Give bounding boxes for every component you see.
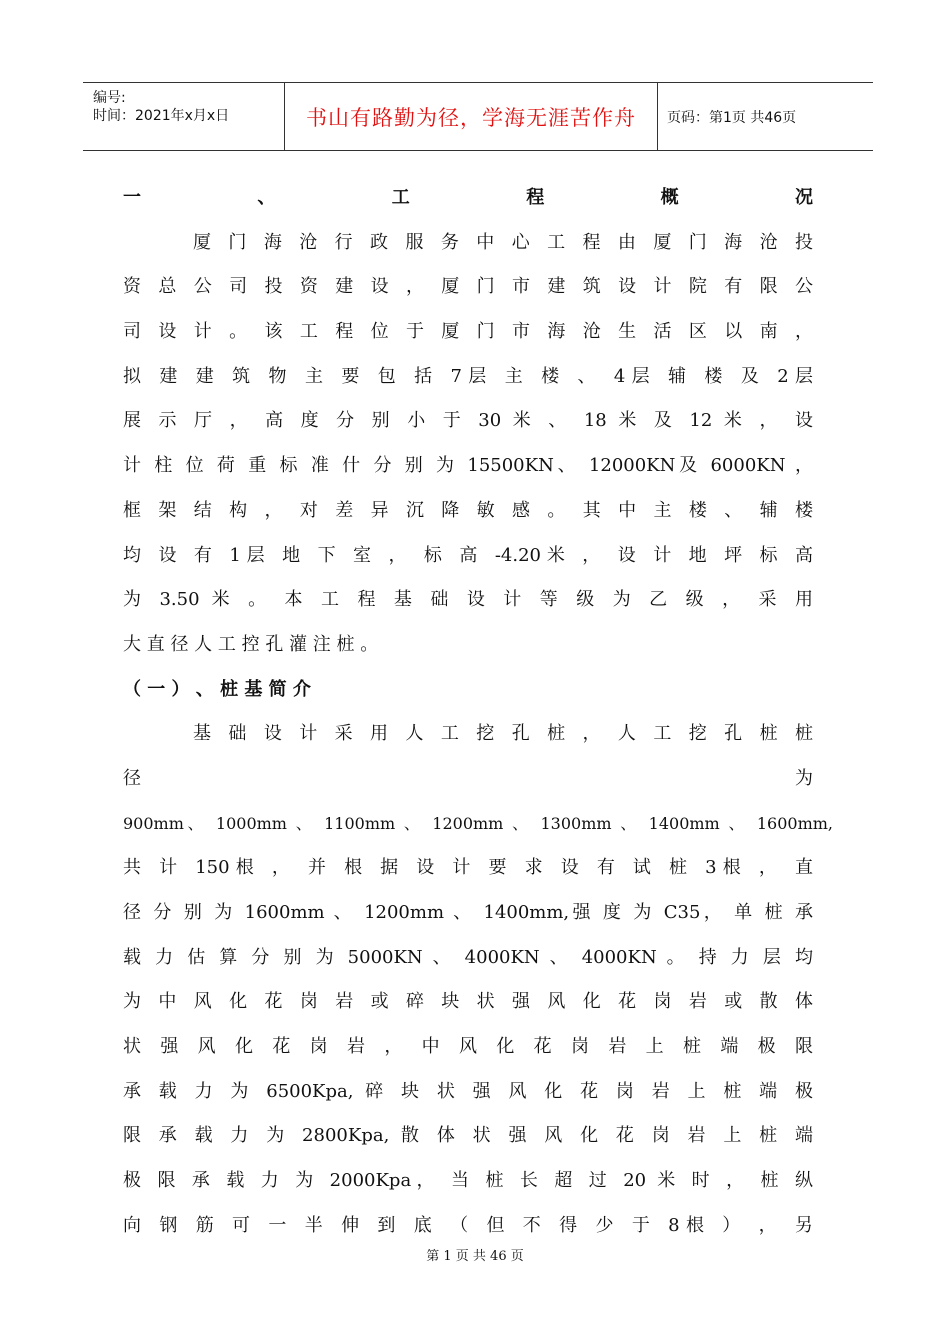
section-heading: 一 、 工 程 概 况 xyxy=(123,187,813,208)
paragraph-line: 厦 门 海 沧 行 政 服 务 中 心 工 程 由 厦 门 海 沧 投 xyxy=(193,232,813,253)
paragraph-line: 计 柱 位 荷 重 标 准 什 分 别 为 15500KN、 12000KN及 6000KN ， xyxy=(123,455,813,476)
header-slogan-cell xyxy=(284,83,658,150)
footer-page-number: 第 1 页 共 46 页 xyxy=(426,1249,524,1264)
document-time-label: 时间：2021年x月x日 xyxy=(93,108,230,124)
subsection-heading: （ 一 ） 、 桩 基 简 介 xyxy=(123,679,311,700)
paragraph-line: 为 中 风 化 花 岗 岩 或 碎 块 状 强 风 化 花 岗 岩 或 散 体 xyxy=(123,991,813,1012)
paragraph-line: 承 载 力 为 6500Kpa, 碎 块 状 强 风 化 花 岗 岩 上 桩 端 极 xyxy=(123,1081,813,1102)
header-slogan: 书山有路勤为径，学海无涯苦作舟 xyxy=(306,105,636,130)
paragraph-line: 载 力 估 算 分 别 为 5000KN 、 4000KN 、 4000KN 。 持 力 层 均 xyxy=(123,947,813,968)
paragraph-line: 向 钢 筋 可 一 半 伸 到 底 （ 但 不 得 少 于 8根 ） ， 另 xyxy=(123,1215,813,1236)
paragraph-line: 极 限 承 载 力 为 2000Kpa， 当 桩 长 超 过 20 米 时 ， 桩 纵 xyxy=(123,1170,813,1191)
paragraph-line: 展 示 厅 ， 高 度 分 别 小 于 30 米 、 18 米 及 12 米 ， 设 xyxy=(123,410,813,431)
paragraph-line: 基 础 设 计 采 用 人 工 挖 孔 桩 ， 人 工 挖 孔 桩 桩 xyxy=(193,723,813,744)
paragraph-line: 均 设 有 1层 地 下 室 ， 标 高 -4.20米 ， 设 计 地 坪 标 高 xyxy=(123,545,813,566)
paragraph-line: 径 为 xyxy=(123,768,813,789)
paragraph-line: 状 强 风 化 花 岗 岩 ， 中 风 化 花 岗 岩 上 桩 端 极 限 xyxy=(123,1036,813,1057)
header-page-info: 页码：第1页 共46页 xyxy=(667,109,797,126)
paragraph-line: 大 直 径 人 工 控 孔 灌 注 桩 。 xyxy=(123,634,379,655)
paragraph-line: 限 承 载 力 为 2800Kpa, 散 体 状 强 风 化 花 岗 岩 上 桩 端 xyxy=(123,1125,813,1146)
page-footer xyxy=(0,1245,950,1264)
paragraph-line: 为 3.50 米 。 本 工 程 基 础 设 计 等 级 为 乙 级 ， 采 用 xyxy=(123,589,813,610)
paragraph-line: 拟 建 建 筑 物 主 要 包 括 7层 主 楼 、 4层 辅 楼 及 2层 xyxy=(123,366,813,387)
paragraph-line: 司 设 计 。 该 工 程 位 于 厦 门 市 海 沧 生 活 区 以 南 ， xyxy=(123,321,813,342)
paragraph-line: 共 计 150根 ， 并 根 据 设 计 要 求 设 有 试 桩 3根 ， 直 xyxy=(123,857,813,878)
paragraph-line: 框 架 结 构 ， 对 差 异 沉 降 敏 感 。 其 中 主 楼 、 辅 楼 xyxy=(123,500,813,521)
page-header xyxy=(83,82,873,151)
document-number-label: 编号: xyxy=(93,90,126,106)
paragraph-line: 资 总 公 司 投 资 建 设 ， 厦 门 市 建 筑 设 计 院 有 限 公 xyxy=(123,276,813,297)
header-meta xyxy=(83,83,284,150)
paragraph-line: 900mm、 1000mm 、 1100mm 、 1200mm 、 1300mm 、 1400mm 、 1600mm, xyxy=(123,814,833,833)
paragraph-line: 径 分 别 为 1600mm 、 1200mm 、 1400mm,强 度 为 C35， 单 桩 承 xyxy=(123,902,813,923)
